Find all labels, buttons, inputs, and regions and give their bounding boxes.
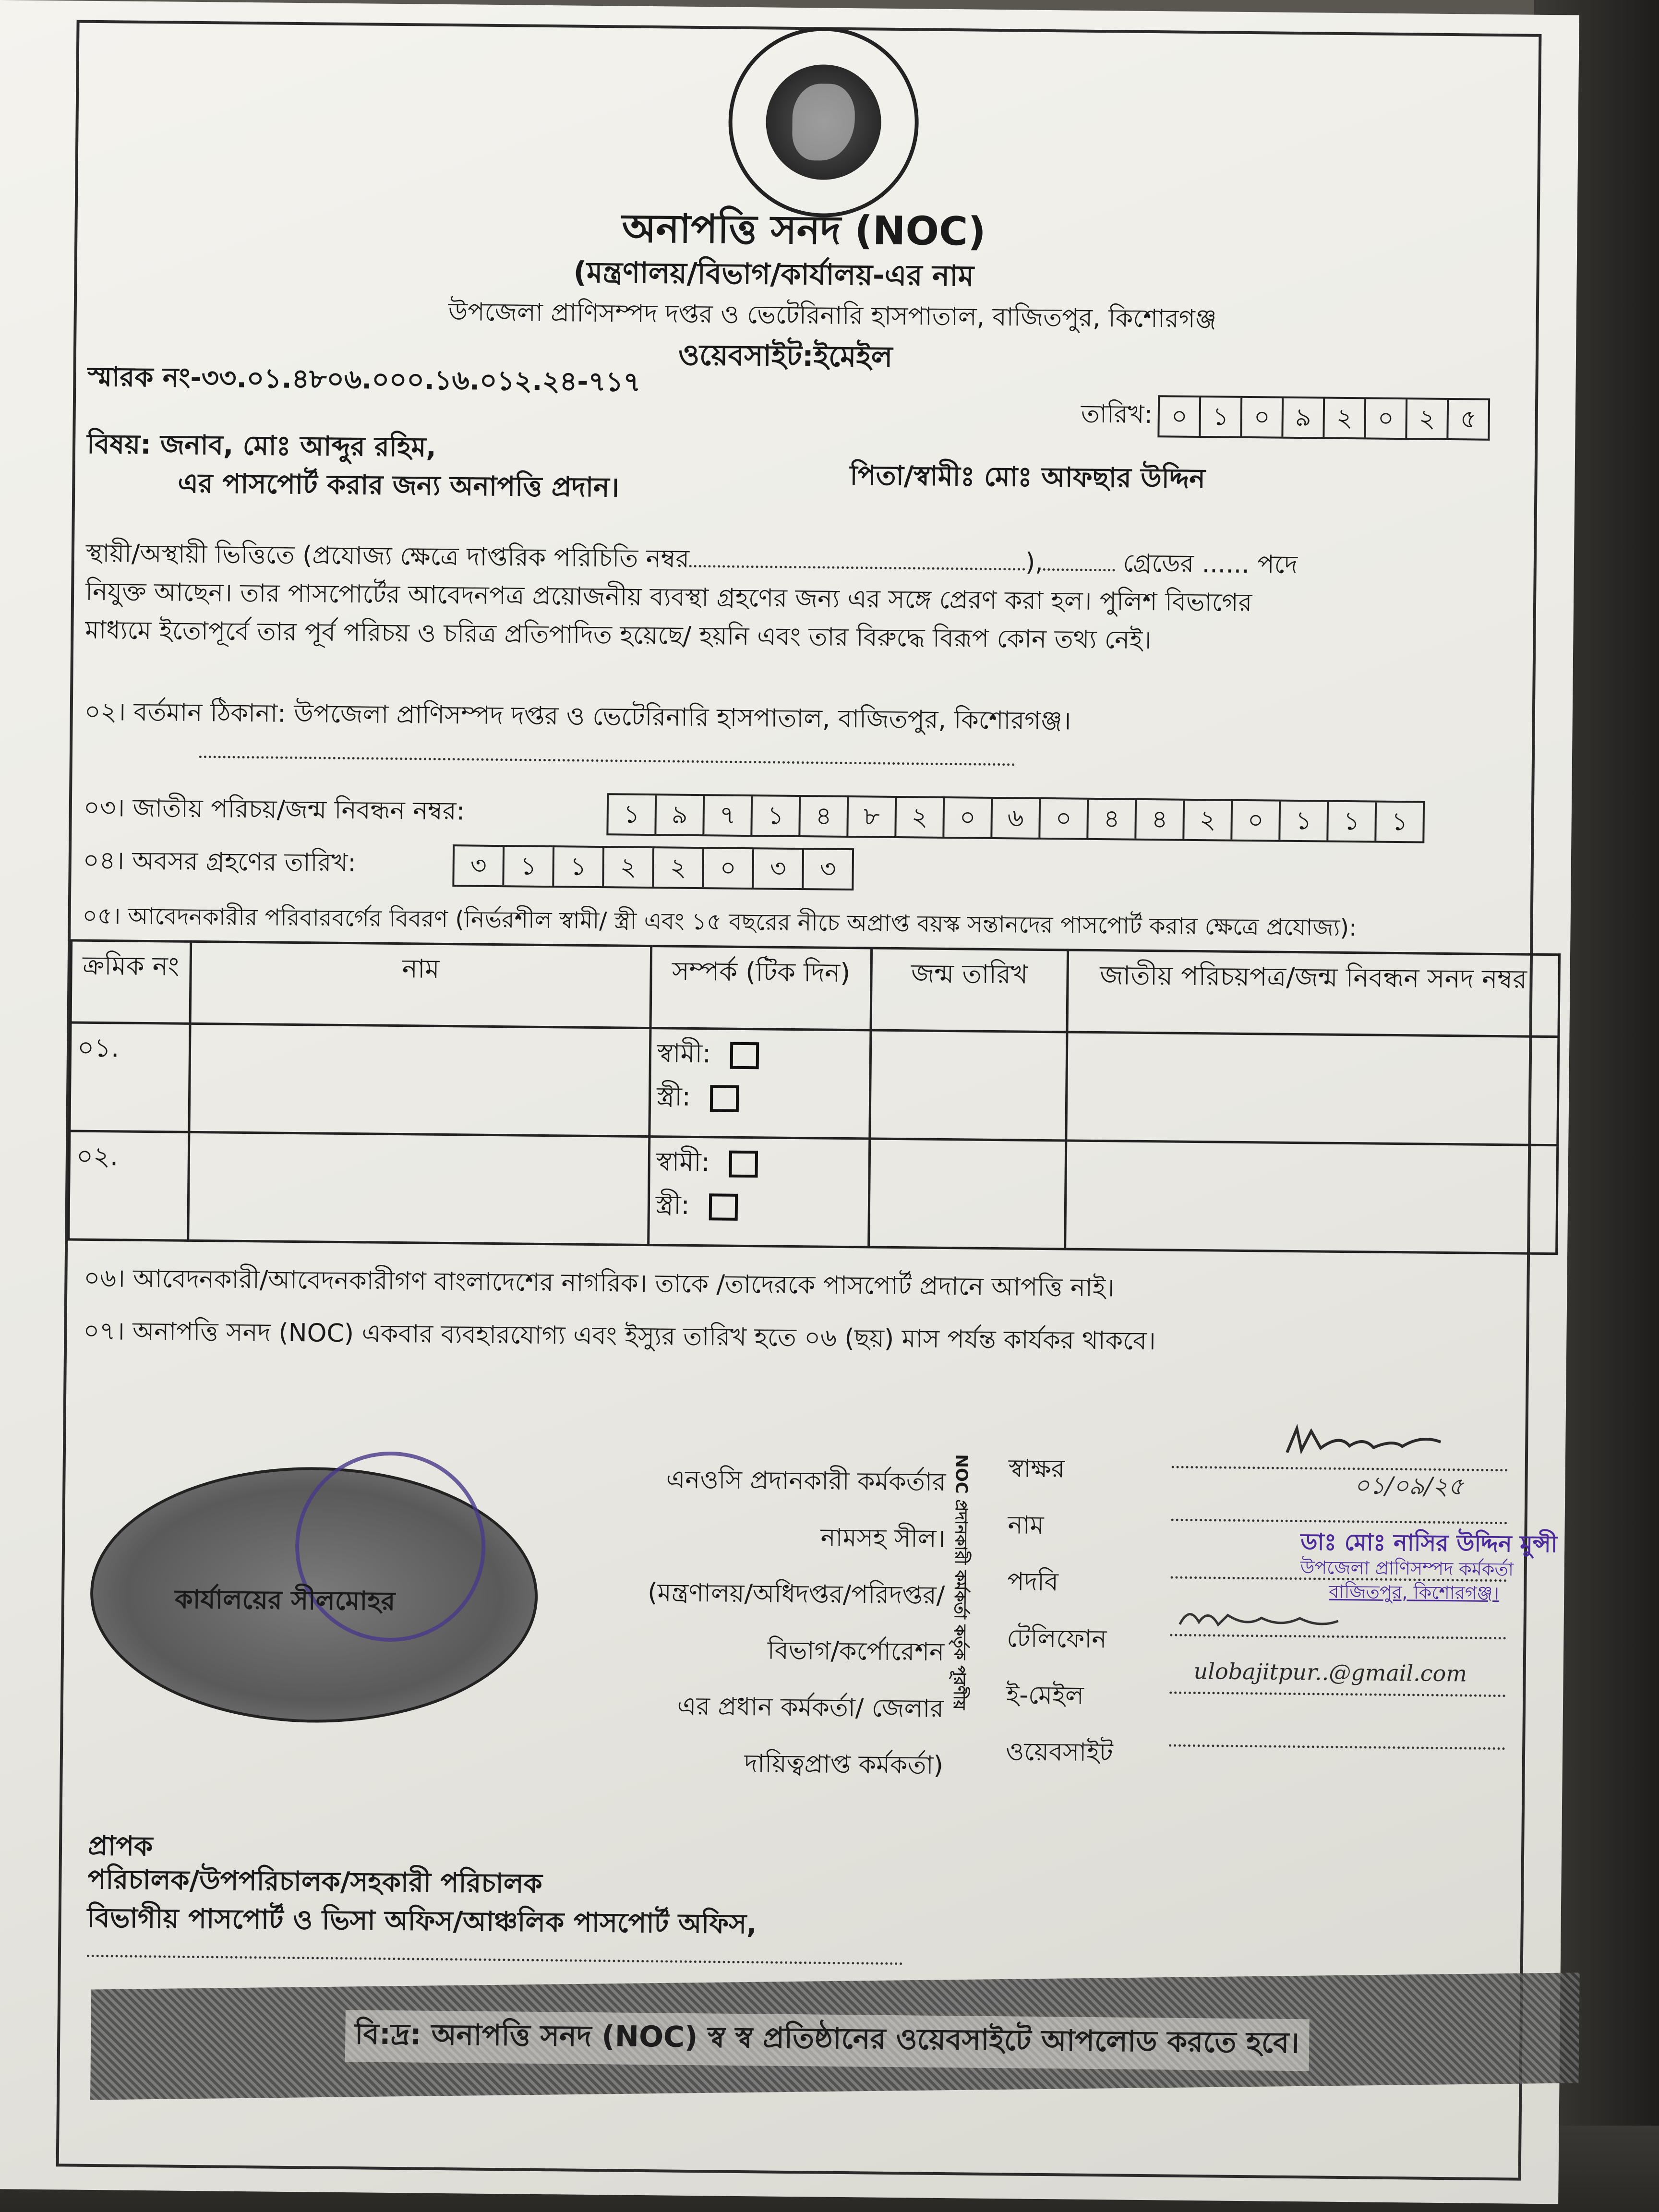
name-cell[interactable] xyxy=(188,1132,649,1245)
date-digit: ২ xyxy=(1322,398,1364,437)
retire-digit: ৩ xyxy=(802,850,852,889)
website-email-label: ওয়েবসাইট:ইমেইল xyxy=(678,338,893,374)
column-header: নাম xyxy=(190,941,651,1028)
officer-stamp-title: উপজেলা প্রাণিসম্পদ কর্মকর্তা xyxy=(1300,1557,1514,1580)
date-digit: ২ xyxy=(1405,399,1447,438)
row-serial: ০১. xyxy=(70,1022,190,1132)
retire-digit: ৩ xyxy=(470,851,487,880)
nid-digit: ০ xyxy=(1038,799,1087,838)
current-address: ০২। বর্তমান ঠিকানা: উপজেলা প্রাণিসম্পদ দপ্তর ও ভেটেরিনারি হাসপাতাল, বাজিতপুর, কিশোরগঞ্জ। xyxy=(84,697,1071,736)
handwritten-email: ulobajitpur..@gmail.com xyxy=(1193,1658,1467,1687)
field-label-email: ই-মেইল xyxy=(1006,1681,1084,1710)
nid-digit: ৪ xyxy=(798,797,847,836)
government-seal-icon xyxy=(728,26,920,218)
nid-digit: ৬ xyxy=(990,799,1039,838)
table-row xyxy=(70,1022,1559,1145)
date-digit: ৫ xyxy=(1446,400,1488,439)
column-header: জাতীয় পরিচয়পত্র/জন্ম নিবন্ধন সনদ নম্বর xyxy=(1067,950,1560,1037)
nid-digit: ১ xyxy=(1326,802,1375,841)
relation-cell xyxy=(649,1028,871,1139)
nid-digit: ১ xyxy=(1374,803,1423,842)
nid-digit: ১ xyxy=(750,796,799,835)
wife-label: স্ত্রী: xyxy=(655,1190,690,1220)
date-digit: ১ xyxy=(1199,397,1240,436)
nid-digit: ১ xyxy=(623,800,640,829)
date-digit: ০ xyxy=(1171,402,1188,431)
date-digit: ০ xyxy=(1240,398,1282,437)
ministry-label: (মন্ত্রণালয়/বিভাগ/কার্যালয়-এর নাম xyxy=(573,255,974,293)
birthdate-cell[interactable] xyxy=(870,1030,1067,1141)
retire-digit: ২ xyxy=(652,848,702,887)
father-name: পিতা/স্বামীঃ মোঃ আফছার উদ্দিন xyxy=(850,460,1206,495)
nid-cell[interactable] xyxy=(1065,1141,1558,1254)
nid-digit: ৪ xyxy=(1134,800,1183,839)
row-serial: ০২. xyxy=(69,1131,189,1240)
recipient-line-1: পরিচালক/উপপরিচালক/সহকারী পরিচালক xyxy=(87,1863,543,1900)
nid-digit: ০ xyxy=(942,798,991,837)
officer-stamp-place: বাজিতপুর, কিশোরগঞ্জ। xyxy=(1329,1581,1499,1604)
retirement-boxes xyxy=(452,844,854,890)
nid-digit: ২ xyxy=(1182,801,1231,840)
body-line-3: মাধ্যমে ইতোপূর্বে তার পূর্ব পরিচয় ও চরিত্র প্রতিপাদিত হয়েছে/ হয়নি এবং তার বিরুদ্ধে বিরূপ কোন তথ্য নেই। xyxy=(85,615,1152,655)
retire-digit: ৩ xyxy=(752,849,802,888)
name-cell[interactable] xyxy=(189,1023,650,1136)
table-row xyxy=(69,1131,1558,1254)
handwritten-telephone xyxy=(1175,1600,1367,1641)
office-seal-label: কার্যালয়ের সীলমোহর xyxy=(174,1584,396,1617)
memo-number: স্মারক নং-৩৩.০১.৪৮০৬.০০০.১৬.০১২.২৪-৭১৭ xyxy=(87,361,641,398)
wife-checkbox[interactable] xyxy=(710,1085,739,1113)
family-label: ০৫। আবেদনকারীর পরিবারবর্গের বিবরণ (নির্ভরশীল স্বামী/ স্ত্রী এবং ১৫ বছরের নীচে অপ্রাপ্ত বয়স্ক সন্তানদের পাসপোর্ট করার ক্ষেত্রে প্রযোজ্য): xyxy=(82,902,1357,942)
retire-digit: ১ xyxy=(552,847,602,886)
body-line-1: স্থায়ী/অস্থায়ী ভিত্তিতে (প্রযোজ্য ক্ষেত্রে দাপ্তরিক পরিচিতি নম্বর ), গ্রেডের ...... পদে xyxy=(85,539,1298,579)
nid-digit: ৪ xyxy=(1086,800,1135,839)
signature-date: ০১/০৯/২৫ xyxy=(1354,1471,1464,1501)
table-header-row xyxy=(71,940,1559,1037)
retire-digit: ২ xyxy=(602,848,652,887)
family-table xyxy=(67,939,1561,1255)
husband-label: স্বামী: xyxy=(657,1038,711,1069)
citizenship-statement: ০৬। আবেদনকারী/আবেদনকারীগণ বাংলাদেশের নাগরিক। তাকে /তাদেরকে পাসপোর্ট প্রদানে আপত্তি নাই। xyxy=(84,1263,1115,1303)
validity-statement: ০৭। অনাপত্তি সনদ (NOC) একবার ব্যবহারযোগ্য এবং ইস্যুর তারিখ হতে ০৬ (ছয়) মাস পর্যন্ত কার্যকর থাকবে। xyxy=(83,1316,1156,1356)
recipient-line-2: বিভাগীয় পাসপোর্ট ও ভিসা অফিস/আঞ্চলিক পাসপোর্ট অফিস, xyxy=(87,1902,757,1940)
nid-digit: ৯ xyxy=(654,795,703,834)
relation-cell xyxy=(649,1137,870,1247)
vertical-note: NOC প্রদানকারী কর্মকর্তা কর্তৃক পূরণীয় xyxy=(949,1454,972,1710)
column-header: সম্পর্ক (টিক দিন) xyxy=(650,946,872,1030)
date-digit: ৯ xyxy=(1281,398,1323,437)
office-name: উপজেলা প্রাণিসম্পদ দপ্তর ও ভেটেরিনারি হাসপাতাল, বাজিতপুর, কিশোরগঞ্জ xyxy=(448,297,1217,334)
nid-cell[interactable] xyxy=(1066,1032,1559,1145)
wife-label: স্ত্রী: xyxy=(656,1081,691,1112)
officer-stamp-name: ডাঃ মোঃ নাসির উদ্দিন মুন্সী xyxy=(1300,1528,1558,1558)
recipient-label: প্রাপক xyxy=(87,1830,153,1863)
husband-label: স্বামী: xyxy=(656,1146,710,1178)
husband-checkbox[interactable] xyxy=(730,1042,759,1070)
footer-note: বি:দ্র: অনাপত্তি সনদ (NOC) স্ব স্ব প্রতিষ্ঠানের ওয়েবসাইটে আপলোড করতে হবে। xyxy=(345,2010,1309,2071)
nid-label: ০৩। জাতীয় পরিচয়/জন্ম নিবন্ধন নম্বর: xyxy=(83,793,465,826)
husband-checkbox[interactable] xyxy=(729,1151,758,1178)
document-title: অনাপত্তি সনদ (NOC) xyxy=(622,205,986,255)
date-boxes xyxy=(1157,395,1490,441)
date-label: তারিখ: xyxy=(1081,399,1153,430)
retirement-label: ০৪। অবসর গ্রহণের তারিখ: xyxy=(83,846,357,878)
nid-boxes xyxy=(606,793,1425,843)
body-line-2: নিযুক্ত আছেন। তার পাসপোর্টের আবেদনপত্র প্রয়োজনীয় ব্যবস্থা গ্রহণের জন্য এর সঙ্গে প্রেরণ করা হল। পুলিশ বিভাগের xyxy=(85,577,1252,618)
birthdate-cell[interactable] xyxy=(869,1139,1066,1249)
nid-digit: ০ xyxy=(1230,801,1279,840)
subject-line-2: এর পাসপোর্ট করার জন্য অনাপত্তি প্রদান। xyxy=(178,468,619,504)
officer-description: এনওসি প্রদানকারী কর্মকর্তার নামসহ সীল। (মন্ত্রণালয়/অধিদপ্তর/পরিদপ্তর/ বিভাগ/কর্পোরেশন এর প্রধান কর্মকর্তা/ জেলার দায়িত্বপ্রাপ্ত কর্মকর্তা) xyxy=(648,1465,946,1780)
nid-digit: ২ xyxy=(894,798,943,837)
field-label-signature: স্বাক্ষর xyxy=(1008,1454,1065,1484)
signature-field-labels xyxy=(1006,1440,1116,1781)
date-digit: ০ xyxy=(1364,399,1406,438)
subject-line: বিষয়: জনাব, মোঃ আব্দুর রহিম, xyxy=(86,428,437,463)
column-header: জন্ম তারিখ xyxy=(871,948,1068,1032)
field-label-designation: পদবি xyxy=(1007,1567,1059,1597)
column-header: ক্রমিক নং xyxy=(71,940,191,1023)
retire-digit: ০ xyxy=(702,849,752,888)
handwritten-signature xyxy=(1282,1419,1455,1464)
wife-checkbox[interactable] xyxy=(709,1194,738,1221)
field-label-website: ওয়েবসাইট xyxy=(1005,1737,1113,1767)
nid-digit: ১ xyxy=(1278,802,1327,841)
nid-digit: ৮ xyxy=(846,797,895,836)
retire-digit: ১ xyxy=(502,847,553,886)
nid-digit: ৭ xyxy=(702,796,751,835)
field-label-telephone: টেলিফোন xyxy=(1007,1624,1107,1654)
field-label-name: নাম xyxy=(1008,1511,1044,1540)
